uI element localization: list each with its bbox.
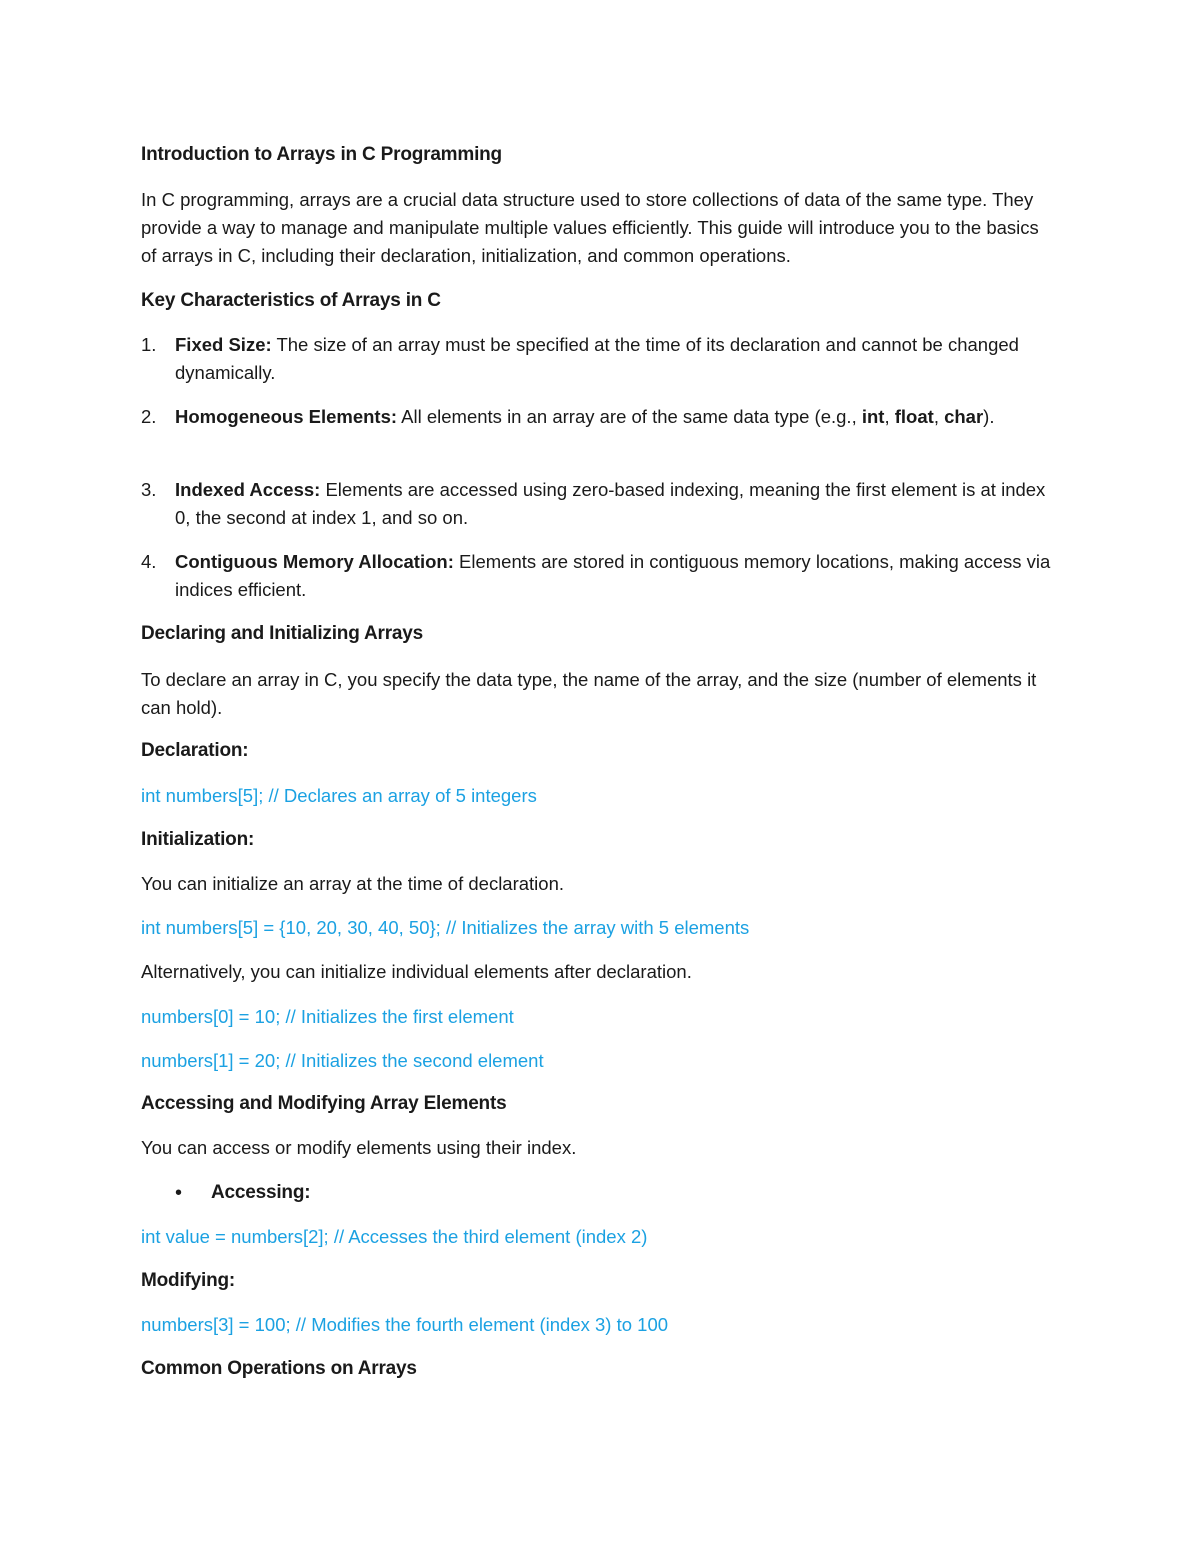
list-separator: , [933,406,945,427]
declaration-label: Declaration: [141,740,249,761]
list-item [141,476,1055,532]
key-characteristics-heading: Key Characteristics of Arrays in C [141,290,441,311]
list-number: 4. [141,551,157,572]
bullet-icon: • [175,1182,183,1204]
alt-code-second: numbers[1] = 20; // Initializes the second element [141,1050,544,1071]
list-term: Fixed Size: [175,334,272,355]
keyword-int: int [861,406,885,427]
declaring-paragraph: To declare an array in C, you specify the data type, the name of the array, and the size (number of elements it can hold). [141,669,1037,718]
declaring-heading: Declaring and Initializing Arrays [141,623,423,644]
list-item [141,548,1055,604]
initialization-paragraph: You can initialize an array at the time of declaration. [141,873,565,894]
modifying-code: numbers[3] = 100; // Modifies the fourth element (index 3) to 100 [141,1314,669,1335]
page-title: Introduction to Arrays in C Programming [141,144,502,165]
accessing-label: Accessing: [211,1182,311,1203]
list-text: ). [983,406,995,427]
list-item [141,331,1055,387]
keyword-float: float [894,406,934,427]
common-operations-heading: Common Operations on Arrays [141,1358,417,1379]
list-text: Elements are stored in contiguous memory locations, making access via indices efficient. [175,551,1051,600]
intro-paragraph: In C programming, arrays are a crucial data structure used to store collections of data of the same type. They provide a way to manage and manipulate multiple values efficiently. This guide will introduce you to the basics of arrays in C, including their declaration, initialization, and common operations. [141,189,1039,266]
list-item [141,403,1055,431]
list-text: All elements in an array are of the same data type (e.g., [397,406,862,427]
initialization-code: int numbers[5] = {10, 20, 30, 40, 50}; // Initializes the array with 5 elements [141,917,750,938]
alt-code-first: numbers[0] = 10; // Initializes the first element [141,1006,514,1027]
list-term: Contiguous Memory Allocation: [175,551,454,572]
list-term: Indexed Access: [175,479,321,500]
list-text: The size of an array must be specified at the time of its declaration and cannot be changed dynamically. [175,334,1019,383]
list-separator: , [884,406,895,427]
list-text: Elements are accessed using zero-based indexing, meaning the first element is at index 0, the second at index 1, and so on. [175,479,1046,528]
alternative-paragraph: Alternatively, you can initialize individual elements after declaration. [141,961,692,982]
initialization-label: Initialization: [141,829,255,850]
list-number: 2. [141,406,157,427]
modifying-label: Modifying: [141,1270,236,1291]
declaration-code: int numbers[5]; // Declares an array of 5 integers [141,785,537,806]
list-number: 3. [141,479,157,500]
keyword-char: char [944,406,984,427]
accessing-code: int value = numbers[2]; // Accesses the third element (index 2) [141,1226,648,1247]
access-paragraph: You can access or modify elements using their index. [141,1137,577,1158]
list-term: Homogeneous Elements: [175,406,398,427]
access-heading: Accessing and Modifying Array Elements [141,1093,507,1114]
list-number: 1. [141,334,157,355]
